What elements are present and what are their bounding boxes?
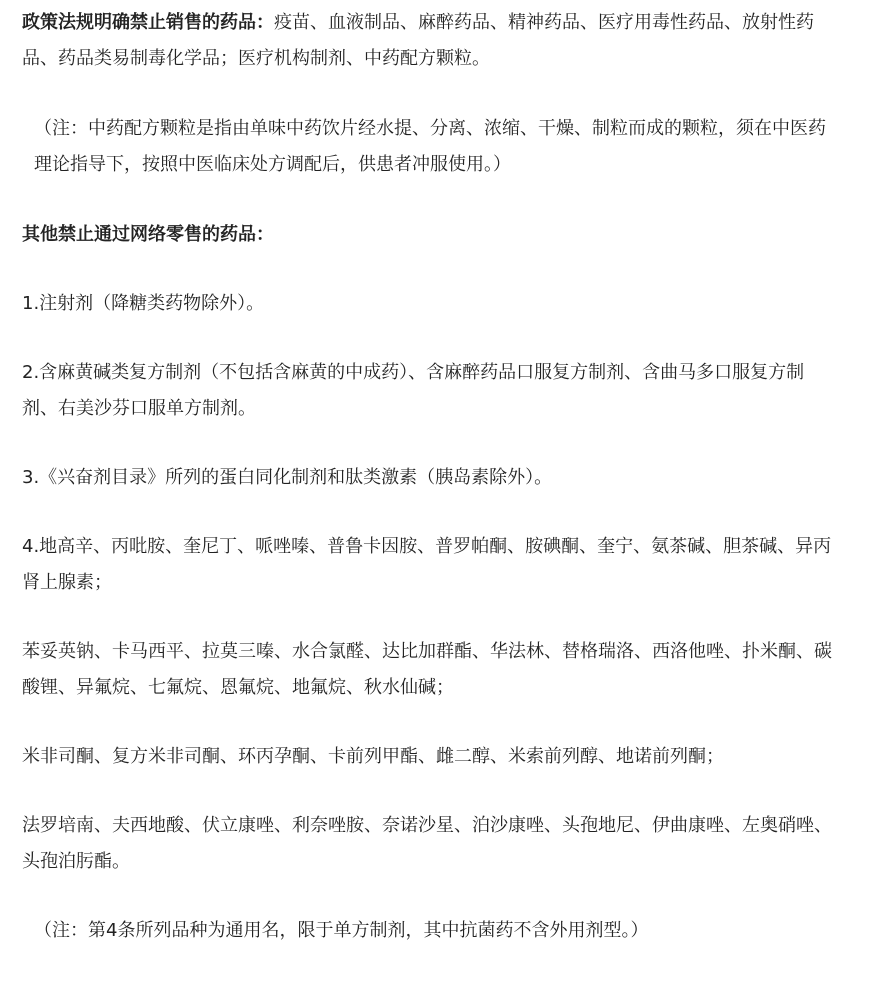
prohibited-sales-heading: 政策法规明确禁止销售的药品： (22, 12, 274, 33)
list-item-specific-drugs-a: 4.地高辛、丙吡胺、奎尼丁、哌唑嗪、普鲁卡因胺、普罗帕酮、胺碘酮、奎宁、氨茶碱、胆茶碱、异丙肾上腺素； (22, 536, 832, 593)
list-item-compound-preparations: 2.含麻黄碱类复方制剂（不包括含麻黄的中成药）、含麻醉药品口服复方制剂、含曲马多口服复方制剂、右美沙芬口服单方制剂。 (22, 362, 805, 419)
list-item-injection: 1.注射剂（降糖类药物除外）。 (22, 293, 265, 314)
prohibited-sales-paragraph (22, 5, 832, 77)
list-item-specific-drugs-d: 法罗培南、夫西地酸、伏立康唑、利奈唑胺、奈诺沙星、泊沙康唑、头孢地尼、伊曲康唑、左奥硝唑、头孢泊肟酯。 (22, 815, 832, 872)
granule-note: （注：中药配方颗粒是指由单味中药饮片经水提、分离、浓缩、干燥、制粒而成的颗粒，须在中医药理论指导下，按照中医临床处方调配后，供患者冲服使用。） (34, 118, 826, 175)
list-item-specific-drugs-b: 苯妥英钠、卡马西平、拉莫三嗪、水合氯醛、达比加群酯、华法林、替格瑞洛、西洛他唑、扑米酮、碳酸锂、异氟烷、七氟烷、恩氟烷、地氟烷、秋水仙碱； (22, 641, 832, 698)
prohibited-sales-text: 疫苗、血液制品、麻醉药品、精神药品、医疗用毒性药品、放射性药品、药品类易制毒化学品；医疗机构制剂、中药配方颗粒。 (22, 12, 814, 69)
online-retail-heading: 其他禁止通过网络零售的药品： (22, 224, 274, 245)
list-item-doping-list: 3.《兴奋剂目录》所列的蛋白同化制剂和肽类激素（胰岛素除外）。 (22, 467, 553, 488)
list-item-specific-drugs-c: 米非司酮、复方米非司酮、环丙孕酮、卡前列甲酯、雌二醇、米索前列醇、地诺前列酮； (22, 746, 724, 767)
generic-name-note: （注：第4条所列品种为通用名，限于单方制剂，其中抗菌药不含外用剂型。） (34, 920, 649, 941)
